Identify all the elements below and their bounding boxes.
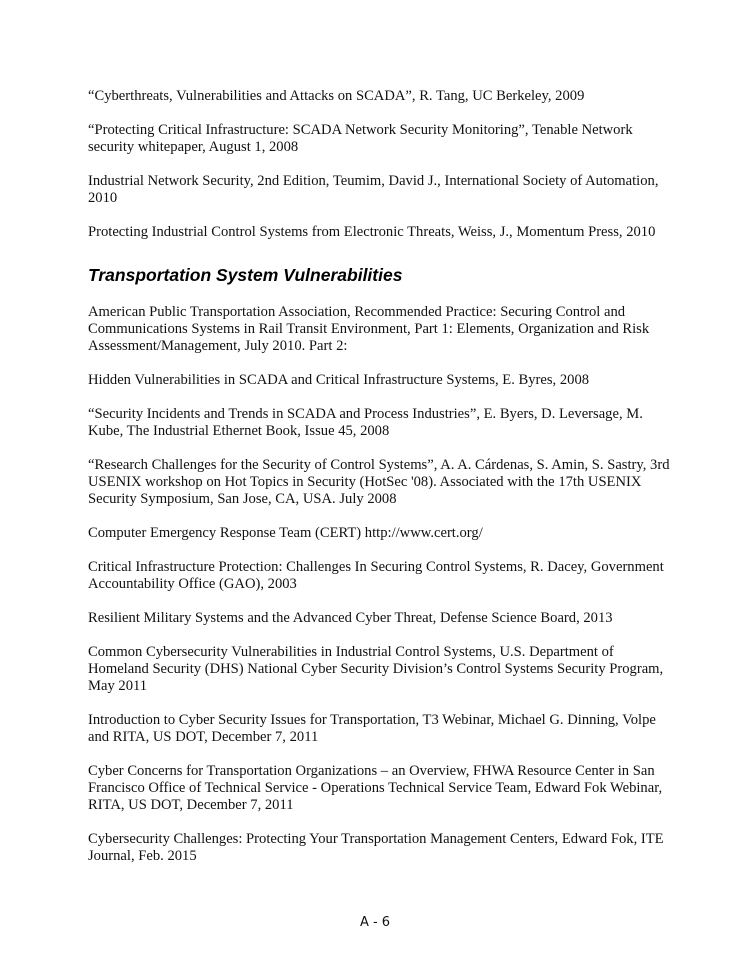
reference-item: Introduction to Cyber Security Issues for Transportation, T3 Webinar, Michael G. Dinning, Volpe and RITA, US DOT, December 7, 2011 (88, 712, 656, 745)
reference-item: Critical Infrastructure Protection: Challenges In Securing Control Systems, R. Dacey, Government Accountability Office (GAO), 2003 (88, 559, 664, 592)
reference-item: Common Cybersecurity Vulnerabilities in Industrial Control Systems, U.S. Department of Homeland Security (DHS) National Cyber Security Division’s Control Systems Security Program, May 2011 (88, 644, 664, 694)
reference-item: Resilient Military Systems and the Advanced Cyber Threat, Defense Science Board, 2013 (88, 610, 613, 626)
section-heading: Transportation System Vulnerabilities (88, 265, 403, 285)
reference-item: Industrial Network Security, 2nd Edition, Teumim, David J., International Society of Automation, 2010 (88, 173, 659, 206)
reference-item: “Research Challenges for the Security of Control Systems”, A. A. Cárdenas, S. Amin, S. Sastry, 3rd USENIX workshop on Hot Topics in Security (HotSec '08). Associated with the 17th USENIX Security Symposium, San Jose, CA, USA. July 2008 (88, 457, 670, 507)
reference-item: Protecting Industrial Control Systems from Electronic Threats, Weiss, J., Momentum Press, 2010 (88, 224, 656, 240)
reference-item: “Protecting Critical Infrastructure: SCADA Network Security Monitoring”, Tenable Network security whitepaper, August 1, 2008 (88, 122, 633, 155)
reference-item: “Cyberthreats, Vulnerabilities and Attacks on SCADA”, R. Tang, UC Berkeley, 2009 (88, 88, 585, 104)
reference-item: American Public Transportation Association, Recommended Practice: Securing Control and Communications Systems in Rail Transit Environment, Part 1: Elements, Organization and Risk Assessment/Management, July 2010. Part 2: (88, 304, 650, 354)
reference-item: Computer Emergency Response Team (CERT) http://www.cert.org/ (88, 525, 483, 541)
reference-item: Hidden Vulnerabilities in SCADA and Critical Infrastructure Systems, E. Byres, 2008 (88, 372, 590, 388)
document-page (88, 88, 678, 882)
page-number: A - 6 (359, 915, 391, 930)
reference-item: Cybersecurity Challenges: Protecting Your Transportation Management Centers, Edward Fok, ITE Journal, Feb. 2015 (88, 831, 664, 864)
reference-item: “Security Incidents and Trends in SCADA and Process Industries”, E. Byers, D. Leversage, M. Kube, The Industrial Ethernet Book, Issue 45, 2008 (88, 406, 643, 439)
reference-item: Cyber Concerns for Transportation Organizations – an Overview, FHWA Resource Center in San Francisco Office of Technical Service - Operations Technical Service Team, Edward Fok Webinar, RITA, US DOT, December 7, 2011 (88, 763, 663, 813)
